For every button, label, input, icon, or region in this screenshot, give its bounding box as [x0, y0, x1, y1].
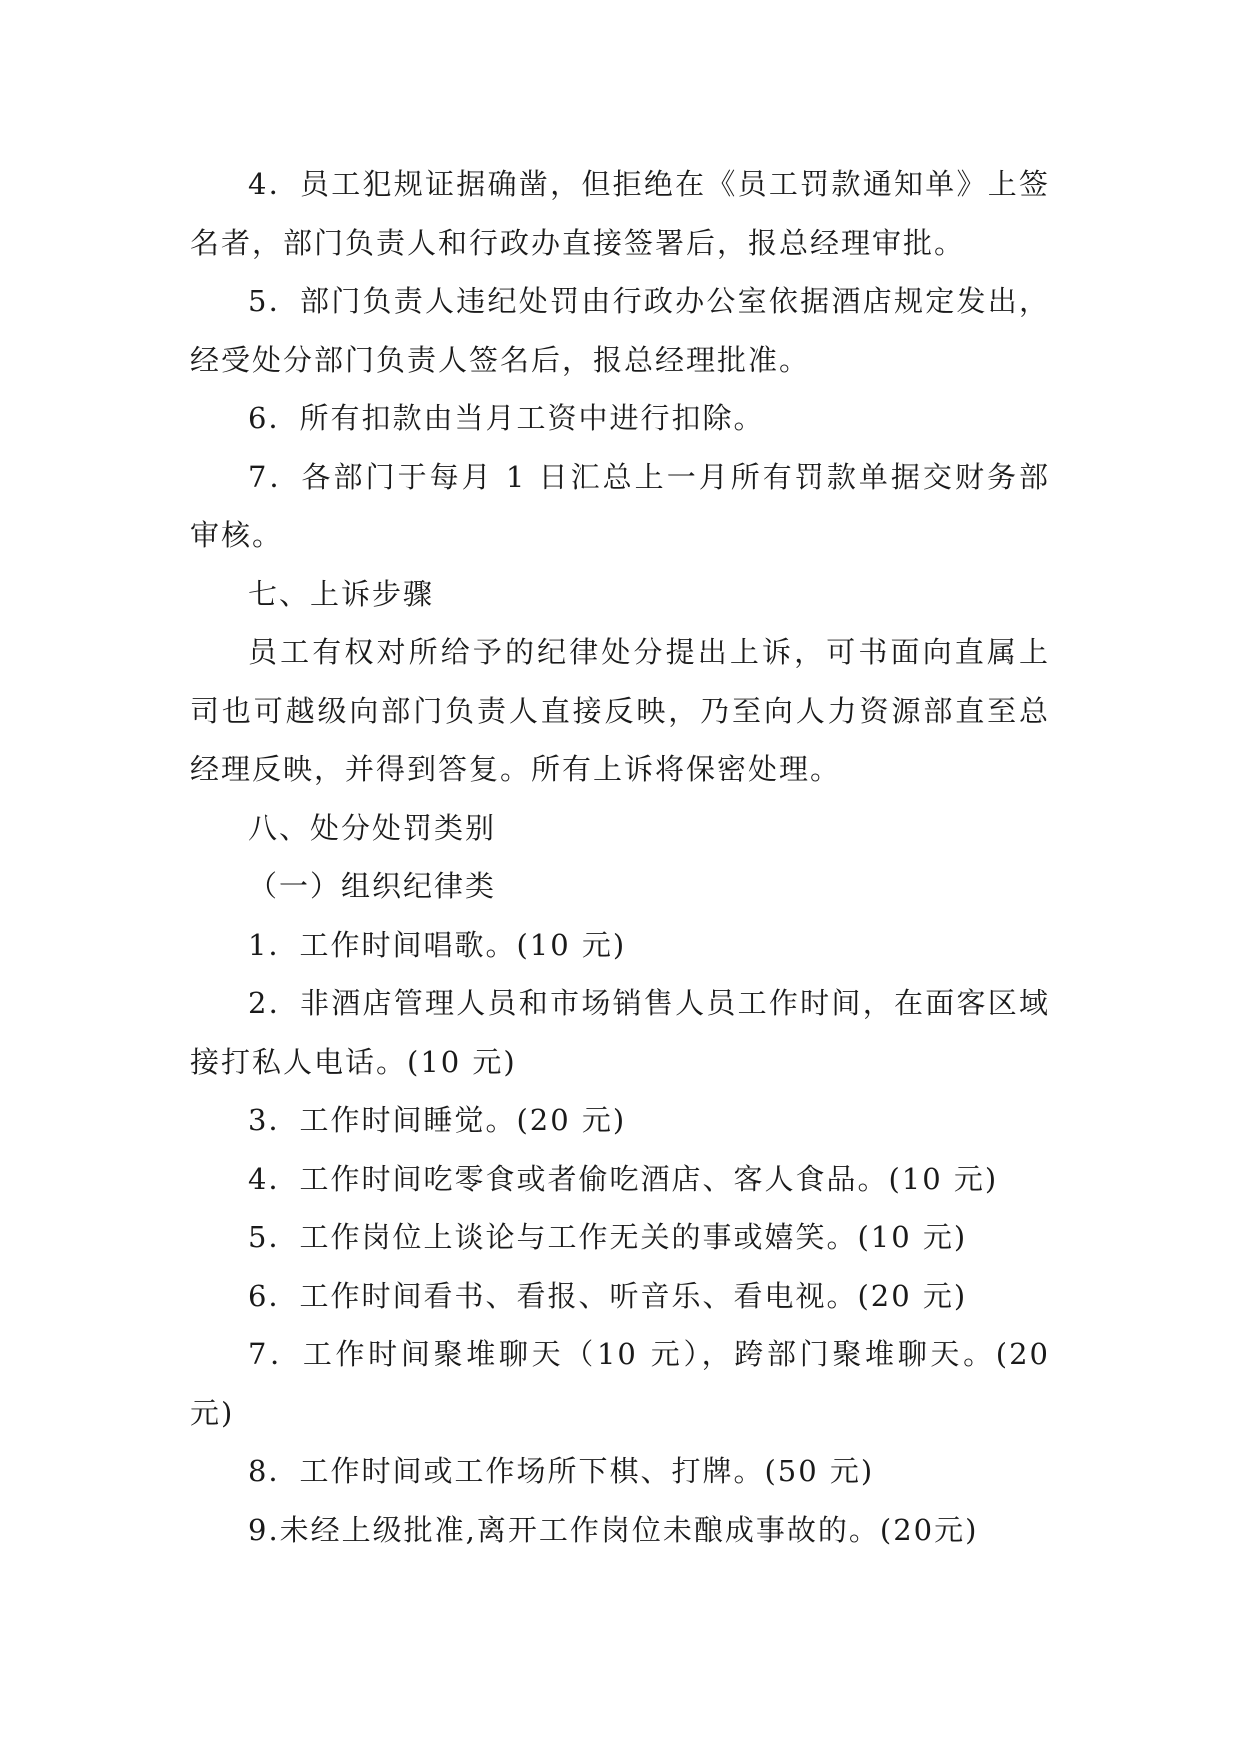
section-heading-appeal: 七、上诉步骤 [248, 576, 435, 611]
paragraph-rule-6-deduction: 6．所有扣款由当月工资中进行扣除。 [248, 401, 765, 435]
document-body [190, 155, 1050, 1559]
subsection-heading-discipline: （一）组织纪律类 [248, 869, 497, 903]
paragraph-appeal-rights: 员工有权对所给予的纪律处分提出上诉，可书面向直属上司也可越级向部门负责人直接反映，乃至向人力资源部直至总经理反映，并得到答复。所有上诉将保密处理。 [190, 635, 1050, 786]
list-item-chatting: 5．工作岗位上谈论与工作无关的事或嬉笑。(10 元) [248, 1220, 968, 1254]
paragraph-rule-7-summary: 7．各部门于每月 1 日汇总上一月所有罚款单据交财务部审核。 [190, 459, 1050, 552]
list-item-leaving-post: 9.未经上级批准,离开工作岗位未酿成事故的。(20元) [248, 1512, 979, 1547]
list-item-private-calls: 2．非酒店管理人员和市场销售人员工作时间，在面客区域接打私人电话。(10 元) [190, 986, 1050, 1079]
list-item-snacking: 4．工作时间吃零食或者偷吃酒店、客人食品。(10 元) [248, 1161, 999, 1196]
paragraph-rule-4-signature: 4．员工犯规证据确凿，但拒绝在《员工罚款通知单》上签名者，部门负责人和行政办直接签署后，报总经理审批。 [190, 167, 1050, 260]
list-item-games: 8．工作时间或工作场所下棋、打牌。(50 元) [248, 1454, 875, 1488]
list-item-reading: 6．工作时间看书、看报、听音乐、看电视。(20 元) [248, 1278, 968, 1313]
list-item-sleeping: 3．工作时间睡觉。(20 元) [248, 1103, 627, 1137]
section-heading-penalty-categories: 八、处分处罚类别 [248, 810, 497, 845]
paragraph-rule-5-manager-penalty: 5．部门负责人违纪处罚由行政办公室依据酒店规定发出，经受处分部门负责人签名后，报总经理批准。 [190, 284, 1050, 377]
list-item-singing: 1．工作时间唱歌。(10 元) [248, 927, 627, 962]
list-item-gathering: 7．工作时间聚堆聊天（10 元），跨部门聚堆聊天。(20 元) [190, 1337, 1050, 1430]
